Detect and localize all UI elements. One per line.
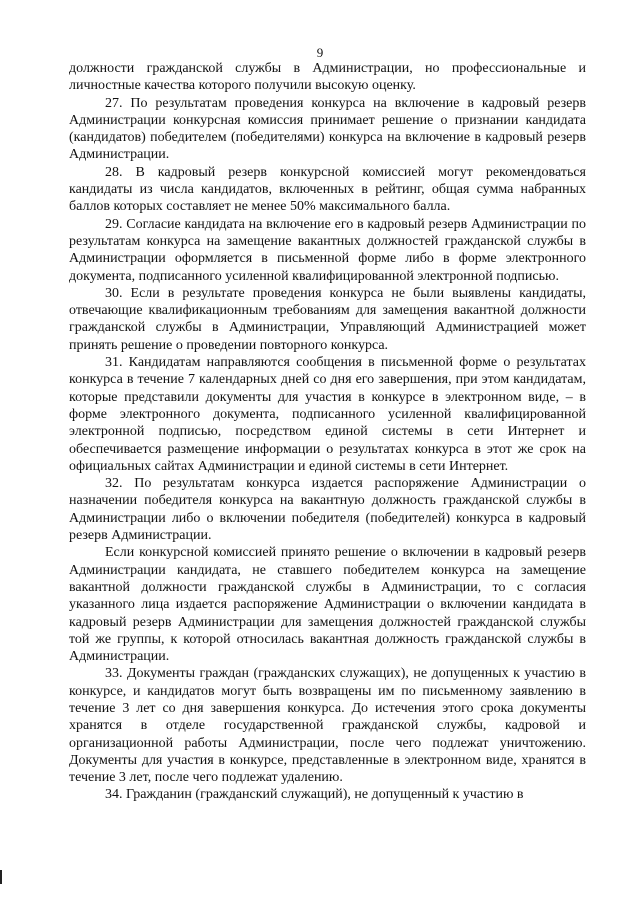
paragraph-29: 29. Согласие кандидата на включение его в кадровый резерв Администрации по результатам конкурса на замещение вакантных должностей гражданской службы в Администрации оформляется в письменной форме либо в форме электронного документа, подписанного усиленной квалифицированной электронной подписью. xyxy=(69,216,586,284)
paragraph-continued: должности гражданской службы в Администрации, но профессиональные и личностные качества которого получили высокую оценку. xyxy=(69,61,586,94)
paragraph-28: 28. В кадровый резерв конкурсной комиссией могут рекомендоваться кандидаты из числа кандидатов, включенных в рейтинг, общая сумма набранных баллов которых составляет не менее 50% максимального балла. xyxy=(69,164,586,215)
paragraph-33: 33. Документы граждан (гражданских служащих), не допущенных к участию в конкурсе, и кандидатов могут быть возвращены им по письменному заявлению в течение 3 лет со дня завершения конкурса. До истечения этого срока документы хранятся в отделе государственной гражданской службы, кадровой и организационной работы Администрации, после чего подлежат уничтожению. Документы для участия в конкурсе, представленные в электронном виде, хранятся в течение 3 лет, после чего подлежат удалению. xyxy=(69,666,586,786)
paragraph-30: 30. Если в результате проведения конкурса не были выявлены кандидаты, отвечающие квалификационным требованиям для замещения вакантной должности гражданской службы в Администрации, Управляющий Администрацией может принять решение о проведении повторного конкурса. xyxy=(69,285,586,353)
scan-edge-mark xyxy=(0,870,2,884)
paragraph-32: 32. По результатам конкурса издается распоряжение Администрации о назначении победителя конкурса на вакантную должность гражданской службы в Администрации либо о включении победителя (победителей) конкурса в кадровый резерв Администрации. xyxy=(69,476,586,544)
paragraph-32-continued: Если конкурсной комиссией принято решение о включении в кадровый резерв Администрации кандидата, не ставшего победителем конкурса на замещение вакантной должности гражданской службы в Администрации, то с согласия указанного лица издается распоряжение Администрации о включении кандидата в кадровый резерв Администрации для замещения должностей гражданской службы той же группы, к которой относилась вакантная должность гражданской службы в Администрации. xyxy=(69,545,586,665)
document-body xyxy=(69,60,586,804)
paragraph-27: 27. По результатам проведения конкурса на включение в кадровый резерв Администрации конкурсная комиссия принимает решение о признании кандидата (кандидатов) победителем (победителями) конкурса на включение в кадровый резерв Администрации. xyxy=(69,95,586,163)
paragraph-34: 34. Гражданин (гражданский служащий), не допущенный к участию в xyxy=(105,787,524,803)
paragraph-31: 31. Кандидатам направляются сообщения в письменной форме о результатах конкурса в течение 7 календарных дней со дня его завершения, при этом кандидатам, которые представили документы для участия в конкурсе в электронном виде, – в форме электронного документа, подписанного усиленной квалифицированной электронной подписью, посредством единой системы в сети Интернет и обеспечивается размещение информации о результатах конкурса в этот же срок на официальных сайтах Администрации и единой системы в сети Интернет. xyxy=(69,355,586,474)
page-number: 9 xyxy=(316,45,324,60)
